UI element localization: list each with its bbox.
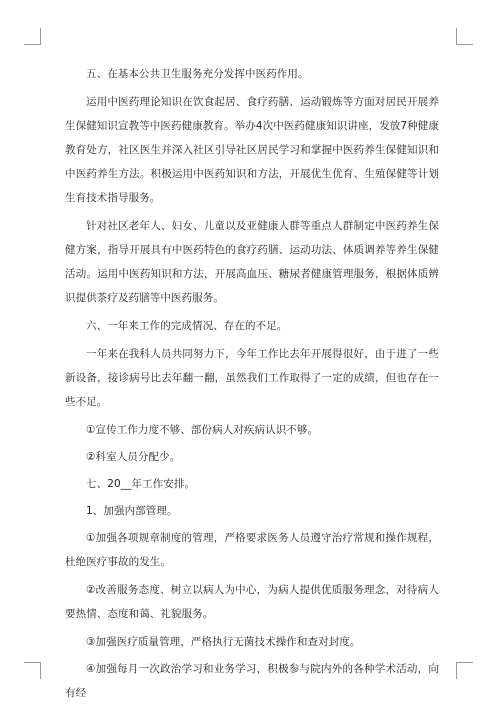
list-item-service-attitude: ②改善服务态度、树立以病人为中心，为病人提供优质服务理念，对待病人要热情、态度和蔼、礼貌服务。 (65, 584, 439, 620)
section-heading-seven: 七、20__年工作安排。 (86, 478, 196, 490)
list-item-study: ④加强每月一次政治学习和业务学习，积极参与院内外的各种学术活动，向有经 (65, 663, 439, 699)
paragraph-key-populations: 针对社区老年人、妇女、儿童以及亚健康人群等重点人群制定中医药养生保健方案，指导开展具有中医药特色的食疗药膳、运动功法、体质调养等养生保健活动。运用中医药知识和方法，开展高血压、糖尿者健康管理服务，根据体质辨识提供茶疗及药膳等中医药服务。 (65, 220, 439, 304)
crop-mark-bottom-left (24, 662, 41, 679)
paragraph-health-education: 运用中医药理论知识在饮食起居、食疗药膳、运动锻炼等方面对居民开展养生保健知识宣教等中医药健康教育。举办4次中医药健康知识讲座，发放7种健康教育处方，社区医生并深入社区引导社区居民学习和掌握中医药养生保健知识和中医药养生方法。积极运用中医药知识和方法，开展优生优育、生殖保健等计划生育技术指导服务。 (65, 96, 439, 204)
subheading-internal-management: 1、加强内部管理。 (86, 505, 178, 517)
section-heading-five: 五、在基本公共卫生服务充分发挥中医药作用。 (86, 68, 309, 80)
document-body (65, 62, 439, 709)
crop-mark-top-right (456, 28, 473, 45)
list-item-shortcoming-2: ②科室人员分配少。 (86, 451, 181, 463)
list-item-shortcoming-1: ①宣传工作力度不够、部份病人对疾病认识不够。 (86, 424, 319, 436)
list-item-rules: ①加强各项规章制度的管理，严格要求医务人员遵守治疗常规和操作规程，杜绝医疗事故的发生。 (65, 532, 439, 568)
crop-mark-top-left (24, 28, 41, 45)
list-item-quality: ③加强医疗质量管理，严格执行无菌技术操作和查对封度。 (86, 636, 361, 648)
crop-mark-bottom-right (456, 662, 473, 679)
paragraph-annual-summary: 一年来在我科人员共同努力下，今年工作比去年开展得很好，由于进了一些新设备，接诊病号比去年翻一翻，虽然我们工作取得了一定的成绩，但也存在一些不足。 (65, 348, 439, 408)
section-heading-six: 六、一年来工作的完成情况、存在的不足。 (86, 320, 288, 332)
